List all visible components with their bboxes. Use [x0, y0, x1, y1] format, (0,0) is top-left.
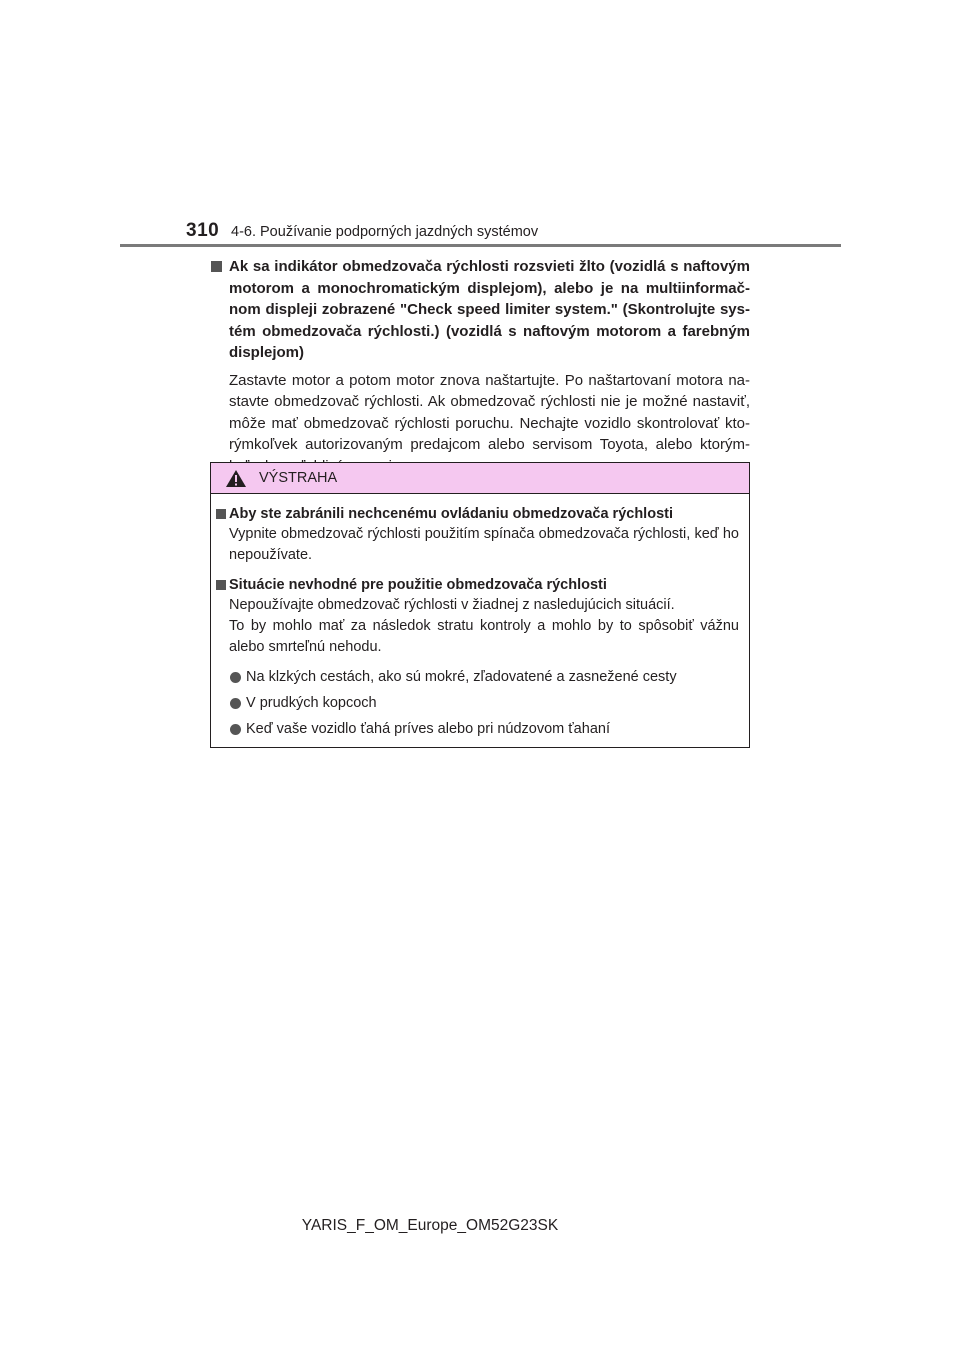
list-item-text: Keď vaše vozidlo ťahá príves alebo pri núdzovom ťahaní — [246, 721, 610, 737]
warning-item-text — [229, 524, 741, 566]
section-title: 4-6. Používanie podporných jazdných systémov — [231, 224, 539, 240]
circle-bullet-icon — [230, 724, 241, 735]
warning-item-line: Vypnite obmedzovač rýchlosti použitím spínača obmedzovača rýchlosti, keď ho nepoužívate. — [229, 526, 739, 563]
main-content — [210, 256, 750, 477]
warning-item — [213, 575, 741, 658]
warning-item-line: Nepoužívajte obmedzovač rýchlosti v žiadnej z nasledujúcich situácií. — [229, 597, 675, 613]
warning-box — [210, 462, 750, 748]
square-bullet-icon — [216, 580, 226, 590]
square-bullet-icon — [211, 261, 222, 272]
body-paragraph: Zastavte motor a potom motor znova naštartujte. Po naštartovaní motora na-stavte obmedzovač rýchlosti. Ak obmedzovač rýchlosti nie je možné nastaviť, môže mať obmedzovač rýchlosti poruchu. Nechajte vozidlo skontrolovať kto-rýmkoľvek autorizovaným predajcom alebo servisom Toyota, alebo ktorým- — [229, 371, 750, 453]
section-heading-text: Ak sa indikátor obmedzovača rýchlosti rozsvieti žlto (vozidlá s naftovým motorom a monochromatickým displejom), alebo je na multiinformač-nom displeji zobrazené "Check speed limiter system." (Skontrolujte sys-tém obmedzovača rýchlosti.) (vozidlá s naftovým motorom a farebným displejom) — [229, 258, 750, 361]
square-bullet-icon — [216, 509, 226, 519]
list-item — [213, 667, 741, 687]
list-item — [213, 719, 741, 739]
page-number: 310 — [186, 220, 220, 241]
list-item — [213, 693, 741, 713]
circle-bullet-icon — [230, 672, 241, 683]
section-heading — [210, 256, 750, 364]
warning-item-line: To by mohlo mať za následok stratu kontroly a mohlo by to spôsobiť vážnu alebo smrteľnú nehodu. — [229, 618, 739, 655]
list-item-text: Na klzkých cestách, ako sú mokré, zľadovatené a zasnežené cesty — [246, 669, 677, 685]
warning-triangle-icon — [225, 469, 247, 493]
warning-item-heading: Situácie nevhodné pre použitie obmedzovača rýchlosti — [229, 577, 607, 593]
list-item-text: V prudkých kopcoch — [246, 695, 377, 711]
header-divider — [120, 244, 841, 247]
document-id: YARIS_F_OM_Europe_OM52G23SK — [301, 1217, 559, 1234]
warning-header — [211, 463, 749, 494]
warning-title: VÝSTRAHA — [259, 470, 338, 486]
warning-item — [213, 504, 741, 566]
warning-item-text — [229, 595, 741, 658]
warning-item-heading: Aby ste zabránili nechcenému ovládaniu obmedzovača rýchlosti — [229, 506, 673, 522]
warning-body — [211, 494, 749, 739]
circle-bullet-icon — [230, 698, 241, 709]
